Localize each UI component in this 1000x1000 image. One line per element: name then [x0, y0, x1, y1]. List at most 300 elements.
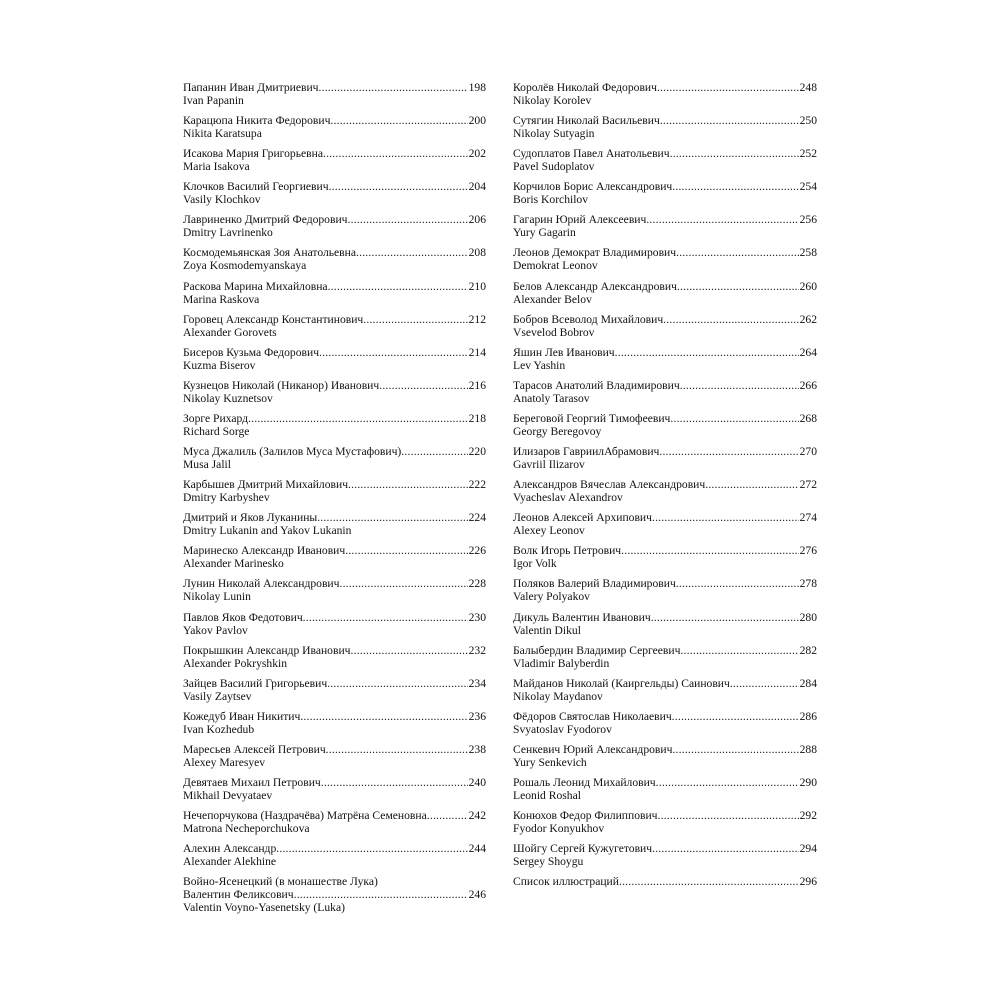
toc-leader-dots [330, 114, 467, 127]
toc-page-number: 282 [799, 643, 817, 657]
toc-entry-title-ru: Бисеров Кузьма Федорович [183, 345, 320, 359]
toc-page-number: 296 [799, 875, 817, 889]
toc-entry-line [513, 246, 817, 259]
toc-entry-title-ru: Зайцев Василий Григорьевич [183, 676, 328, 690]
toc-entry-title-ru: Валентин Феликсович [183, 888, 294, 902]
toc-entry-title-en: Ivan Papanin [183, 94, 244, 107]
toc-leader-dots [319, 81, 468, 94]
toc-entry [513, 180, 817, 213]
toc-entry-line [513, 875, 817, 888]
toc-page-number: 258 [799, 246, 817, 260]
toc-leader-dots [663, 313, 798, 326]
toc-leader-dots [319, 346, 468, 359]
toc-entry-title-ru: Леонов Алексей Архипович [513, 511, 652, 525]
toc-entry [183, 776, 486, 809]
toc-entry-title-ru: Маресьев Алексей Петрович [183, 742, 326, 756]
toc-entry-title-en: Alexander Belov [513, 292, 592, 306]
toc-leader-dots [294, 888, 468, 901]
toc-entry-line [513, 842, 817, 855]
toc-entry-title-ru: Шойгу Сергей Кужугетович [513, 842, 653, 856]
toc-page-number: 200 [468, 114, 486, 128]
toc-entry-line [183, 743, 486, 756]
toc-entry-title-ru: Кузнецов Николай (Никанор) Иванович [183, 378, 380, 392]
toc-entry-title-ru: Раскова Марина Михайловна [183, 279, 328, 293]
toc-entry-title-en: Vyacheslav Alexandrov [513, 491, 623, 505]
toc-page-number: 238 [468, 742, 486, 756]
toc-entry-line [513, 280, 817, 293]
toc-leader-dots [248, 412, 468, 425]
toc-entry-line [513, 313, 817, 326]
toc-leader-dots [615, 346, 799, 359]
toc-leader-dots [730, 677, 799, 690]
toc-entry [183, 478, 486, 511]
toc-entry-title-ru: Космодемьянская Зоя Анатольевна [183, 246, 357, 260]
toc-leader-dots [351, 644, 468, 657]
toc-entry-title-en: Maria Isakova [183, 160, 250, 174]
toc-entry [513, 379, 817, 412]
toc-page-number: 278 [799, 577, 817, 591]
toc-entry [513, 809, 817, 842]
toc-entry-line [513, 412, 817, 425]
toc-entry-title-ru: Тарасов Анатолий Владимирович [513, 378, 680, 392]
toc-leader-dots [401, 445, 467, 458]
toc-leader-dots [345, 544, 467, 557]
toc-entry-title-en: Vsevelod Bobrov [513, 325, 595, 339]
toc-entry-line [513, 147, 817, 160]
toc-page-number: 266 [799, 378, 817, 392]
toc-entry-title-ru: Илизаров ГавриилАбрамович [513, 445, 660, 459]
toc-leader-dots [348, 478, 468, 491]
toc-entry [513, 544, 817, 577]
toc-entry-title-ru: Зорге Рихард [183, 411, 249, 425]
toc-page-number: 230 [468, 610, 486, 624]
toc-entry-title-ru: Яшин Лев Иванович [513, 345, 615, 359]
toc-entry-title-en: Igor Volk [513, 557, 557, 571]
toc-entry-title-en: Valentin Voyno-Yasenetsky (Luka) [183, 901, 345, 915]
toc-entry-line [183, 611, 486, 624]
toc-entry-line [183, 511, 486, 524]
toc-entry-title-ru: Дикуль Валентин Иванович [513, 610, 651, 624]
toc-leader-dots [276, 842, 467, 855]
toc-entry-line [183, 114, 486, 127]
toc-entry-line [513, 809, 817, 822]
toc-entry-line [513, 180, 817, 193]
toc-leader-dots [676, 246, 799, 259]
toc-entry [183, 743, 486, 776]
toc-entry-line [183, 346, 486, 359]
toc-leader-dots [363, 313, 467, 326]
toc-entry-title-ru: Нечепорчукова (Наздрачёва) Матрёна Семеновна [183, 809, 427, 823]
toc-entry [183, 346, 486, 379]
toc-leader-dots [652, 842, 799, 855]
toc-entry-line [183, 180, 486, 193]
toc-entry-line [513, 379, 817, 392]
toc-entry-title-ru: Горовец Александр Константинович [183, 312, 364, 326]
toc-entry-title-en: Alexey Maresyev [183, 755, 266, 769]
toc-entry-line [513, 710, 817, 723]
toc-leader-dots [670, 147, 799, 160]
toc-entry-title-ru: Войно-Ясенецкий (в монашестве Лука) [183, 875, 378, 889]
toc-entry-title-en: Demokrat Leonov [513, 259, 598, 273]
toc-page-number: 280 [799, 610, 817, 624]
toc-entry-line [513, 577, 817, 590]
toc-entry-title-ru: Исакова Мария Григорьевна [183, 147, 323, 161]
toc-page-number: 206 [468, 213, 486, 227]
toc-entry-title-en: Dmitry Karbyshev [183, 491, 270, 505]
toc-entry-title-ru: Карацюпа Никита Федорович [183, 114, 331, 128]
toc-entry-title-en: Dmitry Lukanin and Yakov Lukanin [183, 524, 352, 538]
toc-entry-line [513, 445, 817, 458]
toc-leader-dots [328, 280, 468, 293]
toc-entry-line [183, 81, 486, 94]
toc-entry-title-en: Matrona Necheporchukova [183, 822, 310, 836]
toc-entry-title-en: Vladimir Balyberdin [513, 656, 610, 670]
toc-entry [183, 313, 486, 346]
toc-entry-title-ru: Поляков Валерий Владимирович [513, 577, 676, 591]
toc-page-number: 286 [799, 709, 817, 723]
toc-entry [183, 114, 486, 147]
toc-entry-line [513, 114, 817, 127]
toc-entry-line [513, 544, 817, 557]
toc-entry-line [183, 776, 486, 789]
toc-entry-line [183, 213, 486, 226]
toc-entry-line [513, 81, 817, 94]
toc-entry [513, 246, 817, 279]
toc-entry-title-ru: Белов Александр Александрович [513, 279, 677, 293]
toc-entry-line [513, 213, 817, 226]
toc-entry-title-en: Yakov Pavlov [183, 623, 248, 637]
toc-entry [183, 544, 486, 577]
toc-entry-line [183, 246, 486, 259]
toc-entry [183, 445, 486, 478]
toc-entry [183, 511, 486, 544]
toc-entry-title-ru: Рошаль Леонид Михайлович [513, 775, 656, 789]
toc-entry-title-ru: Лунин Николай Александрович [183, 577, 340, 591]
toc-leader-dots [670, 412, 798, 425]
toc-entry-line [183, 412, 486, 425]
toc-entry-title-ru: Фёдоров Святослав Николаевич [513, 709, 672, 723]
toc-entry-title-en: Ivan Kozhedub [183, 722, 255, 736]
toc-entry [513, 776, 817, 809]
toc-leader-dots [303, 611, 468, 624]
toc-entry-title-en: Musa Jalil [183, 458, 231, 472]
toc-entry-line [183, 809, 486, 822]
toc-entry-title-en: Zoya Kosmodemyanskaya [183, 259, 307, 273]
toc-page-number: 270 [799, 445, 817, 459]
toc-entry [183, 710, 486, 743]
toc-entry-title-ru: Муса Джалиль (Залилов Муса Мустафович) [183, 445, 402, 459]
toc-entry [183, 577, 486, 610]
toc-page-number: 208 [468, 246, 486, 260]
toc-entry [183, 875, 486, 921]
toc-entry-title-en: Mikhail Devyataev [183, 788, 273, 802]
toc-entry-title-ru: Сенкевич Юрий Александрович [513, 742, 673, 756]
toc-entry [513, 577, 817, 610]
toc-entry-line [513, 644, 817, 657]
toc-leader-dots [680, 379, 799, 392]
toc-leader-dots [677, 280, 799, 293]
toc-page-number: 204 [468, 180, 486, 194]
toc-leader-dots [356, 246, 468, 259]
toc-leader-dots [651, 611, 799, 624]
toc-leader-dots [300, 710, 467, 723]
toc-entry [513, 842, 817, 875]
toc-page-number: 212 [468, 312, 486, 326]
toc-page-number: 268 [799, 411, 817, 425]
toc-entry-line [183, 888, 486, 901]
toc-entry-line [183, 379, 486, 392]
toc-leader-dots [658, 809, 799, 822]
toc-entry-title-ru: Список иллюстраций [513, 875, 619, 889]
toc-entry [513, 147, 817, 180]
toc-entry [513, 81, 817, 114]
toc-page-number: 294 [799, 842, 817, 856]
toc-page-number: 284 [799, 676, 817, 690]
toc-entry [513, 611, 817, 644]
toc-leader-dots [676, 577, 799, 590]
toc-page-number: 250 [799, 114, 817, 128]
toc-page-number: 290 [799, 775, 817, 789]
toc-entry [513, 412, 817, 445]
toc-entry [183, 809, 486, 842]
toc-entry-title-en: Georgy Beregovoy [513, 424, 602, 438]
toc-entry-title-ru: Клочков Василий Георгиевич [183, 180, 329, 194]
toc-entry-title-en: Kuzma Biserov [183, 358, 256, 372]
toc-column-left [183, 81, 486, 921]
toc-entry-title-ru: Гагарин Юрий Алексеевич [513, 213, 647, 227]
toc-leader-dots [348, 213, 468, 226]
toc-entry-title-en: Vasily Klochkov [183, 193, 261, 207]
toc-page-number: 274 [799, 511, 817, 525]
toc-page-number: 226 [468, 544, 486, 558]
toc-page-number: 240 [468, 775, 486, 789]
toc-entry-title-ru: Карбышев Дмитрий Михайлович [183, 478, 349, 492]
toc-entry-title-ru: Леонов Демократ Владимирович [513, 246, 677, 260]
toc-entry-title-en: Sergey Shoygu [513, 855, 584, 869]
toc-entry [513, 743, 817, 776]
toc-page-number: 214 [468, 345, 486, 359]
toc-leader-dots [652, 511, 799, 524]
toc-entry-title-en: Nikolay Lunin [183, 590, 251, 604]
toc-entry-line [183, 544, 486, 557]
toc-leader-dots [379, 379, 467, 392]
toc-page-number: 198 [468, 81, 486, 94]
toc-entry [183, 379, 486, 412]
toc-leader-dots [705, 478, 798, 491]
toc-entry [183, 842, 486, 875]
toc-leader-dots [323, 147, 468, 160]
toc-page-number: 218 [468, 411, 486, 425]
toc-entry-line [183, 445, 486, 458]
toc-entry [513, 710, 817, 743]
toc-entry-title-en: Yury Gagarin [513, 226, 576, 240]
toc-entry-title-ru: Маринеско Александр Иванович [183, 544, 346, 558]
toc-entry [183, 644, 486, 677]
toc-entry [513, 280, 817, 313]
toc-entry [183, 180, 486, 213]
toc-entry [183, 611, 486, 644]
toc-entry [183, 213, 486, 246]
toc-entry-line [513, 511, 817, 524]
toc-entry-title-ru: Бобров Всеволод Михайлович [513, 312, 664, 326]
toc-page-number: 248 [799, 81, 817, 94]
toc-entry-line [183, 677, 486, 690]
toc-entry-title-en: Nikita Karatsupa [183, 127, 262, 141]
toc-entry [183, 280, 486, 313]
toc-leader-dots [321, 776, 468, 789]
toc-entry-title-ru: Покрышкин Александр Иванович [183, 643, 351, 657]
toc-entry-title-ru: Папанин Иван Дмитриевич [183, 81, 319, 94]
toc-page-number: 228 [468, 577, 486, 591]
toc-entry-title-ru: Балыбердин Владимир Сергеевич [513, 643, 681, 657]
toc-leader-dots [660, 114, 799, 127]
toc-entry-title-ru: Береговой Георгий Тимофеевич [513, 411, 671, 425]
toc-leader-dots [621, 544, 798, 557]
toc-column-right [513, 81, 817, 908]
toc-entry-title-ru: Девятаев Михаил Петрович [183, 775, 321, 789]
toc-leader-dots [672, 743, 798, 756]
toc-entry-line [513, 743, 817, 756]
toc-entry-title-ru: Корчилов Борис Александрович [513, 180, 673, 194]
toc-entry-title-ru: Алехин Александр [183, 842, 277, 856]
toc-entry-line [513, 478, 817, 491]
toc-entry [513, 445, 817, 478]
toc-page-number: 246 [468, 888, 486, 902]
toc-entry-line [183, 147, 486, 160]
toc-entry-title-en: Nikolay Sutyagin [513, 127, 595, 141]
toc-leader-dots [339, 577, 467, 590]
toc-entry [183, 81, 486, 114]
toc-page-number: 210 [468, 279, 486, 293]
toc-page-number: 256 [799, 213, 817, 227]
toc-entry-title-ru: Судоплатов Павел Анатольевич [513, 147, 670, 161]
toc-entry [513, 677, 817, 710]
toc-entry-title-en: Richard Sorge [183, 424, 250, 438]
toc-page-number: 220 [468, 445, 486, 459]
toc-page-number: 234 [468, 676, 486, 690]
toc-entry-line [183, 644, 486, 657]
toc-leader-dots [656, 776, 799, 789]
toc-entry-title-ru: Конюхов Федор Филиппович [513, 809, 658, 823]
toc-page-number: 224 [468, 511, 486, 525]
toc-page-number: 222 [468, 478, 486, 492]
toc-entry-title-en: Alexey Leonov [513, 524, 585, 538]
toc-entry-line [513, 346, 817, 359]
toc-leader-dots [619, 875, 799, 888]
toc-entry-line [513, 677, 817, 690]
toc-entry-line [183, 577, 486, 590]
toc-page-number: 254 [799, 180, 817, 194]
toc-entry-line [183, 280, 486, 293]
toc-entry-title-en: Nikolay Maydanov [513, 689, 603, 703]
toc-entry-title-ru: Сутягин Николай Васильевич [513, 114, 660, 128]
toc-entry [183, 412, 486, 445]
toc-entry-title-ru: Королёв Николай Федорович [513, 81, 657, 94]
toc-leader-dots [657, 81, 799, 94]
toc-entry-title-en: Valery Polyakov [513, 590, 590, 604]
toc-leader-dots [326, 743, 468, 756]
toc-page-number: 232 [468, 643, 486, 657]
toc-entry [513, 478, 817, 511]
toc-entry [513, 644, 817, 677]
toc-entry-title-en: Valentin Dikul [513, 623, 581, 637]
toc-leader-dots [646, 213, 798, 226]
toc-entry-title-en: Dmitry Lavrinenko [183, 226, 273, 240]
toc-page-number: 264 [799, 345, 817, 359]
toc-leader-dots [317, 511, 467, 524]
toc-entry-title-en: Anatoly Tarasov [513, 391, 590, 405]
toc-entry-title-en: Nikolay Korolev [513, 94, 592, 107]
toc-entry-title-ru: Дмитрий и Яков Луканины [183, 511, 318, 525]
toc-entry-title-ru: Павлов Яков Федотович [183, 610, 303, 624]
toc-page-number: 202 [468, 147, 486, 161]
toc-entry-title-en: Pavel Sudoplatov [513, 160, 595, 174]
toc-entry [513, 114, 817, 147]
toc-entry-title-ru: Волк Игорь Петрович [513, 544, 622, 558]
toc-entry [513, 313, 817, 346]
toc-entry-line [513, 611, 817, 624]
toc-page-number: 292 [799, 809, 817, 823]
toc-leader-dots [680, 644, 798, 657]
toc-entry-title-en: Alexander Marinesko [183, 557, 284, 571]
toc-entry-title-ru: Кожедуб Иван Никитич [183, 709, 301, 723]
toc-leader-dots [329, 180, 468, 193]
toc-page-number: 262 [799, 312, 817, 326]
toc-entry-title-en: Lev Yashin [513, 358, 566, 372]
toc-page-number: 244 [468, 842, 486, 856]
toc-page-number: 252 [799, 147, 817, 161]
toc-leader-dots [659, 445, 798, 458]
toc-page-number: 276 [799, 544, 817, 558]
toc-entry-line [513, 776, 817, 789]
toc-entry [513, 511, 817, 544]
toc-entry-title-en: Alexander Pokryshkin [183, 656, 288, 670]
toc-entry-title-ru: Лавриненко Дмитрий Федорович [183, 213, 348, 227]
toc-page-number: 272 [799, 478, 817, 492]
toc-entry [183, 246, 486, 279]
toc-entry [513, 213, 817, 246]
toc-entry-title-en: Boris Korchilov [513, 193, 589, 207]
toc-leader-dots [672, 710, 799, 723]
toc-entry [183, 677, 486, 710]
toc-page-number: 242 [468, 809, 486, 823]
toc-entry-title-en: Nikolay Kuznetsov [183, 391, 273, 405]
toc-entry-illustrations [513, 875, 817, 908]
toc-entry-line [183, 313, 486, 326]
toc-page-number: 216 [468, 378, 486, 392]
toc-page-number: 260 [799, 279, 817, 293]
toc-entry-title-en: Alexander Alekhine [183, 855, 277, 869]
toc-entry-title-en: Alexander Gorovets [183, 325, 277, 339]
toc-leader-dots [427, 809, 468, 822]
toc-entry-title-en: Yury Senkevich [513, 755, 587, 769]
toc-entry-title-en: Svyatoslav Fyodorov [513, 722, 612, 736]
toc-page-number: 236 [468, 709, 486, 723]
toc-entry-title-en: Gavriil Ilizarov [513, 458, 585, 472]
toc-entry-line [183, 842, 486, 855]
toc-entry-title-ru: Майданов Николай (Каиргельды) Саинович [513, 676, 730, 690]
toc-entry-title-en: Vasily Zaytsev [183, 689, 252, 703]
toc-entry-title-ru: Александров Вячеслав Александрович [513, 478, 706, 492]
toc-leader-dots [672, 180, 798, 193]
toc-entry-line [183, 710, 486, 723]
toc-entry-line [183, 478, 486, 491]
toc-entry-title-en: Leonid Roshal [513, 788, 581, 802]
toc-entry-title-en: Marina Raskova [183, 292, 260, 306]
toc-leader-dots [327, 677, 467, 690]
toc-entry [513, 346, 817, 379]
toc-entry-title-en: Fyodor Konyukhov [513, 822, 605, 836]
